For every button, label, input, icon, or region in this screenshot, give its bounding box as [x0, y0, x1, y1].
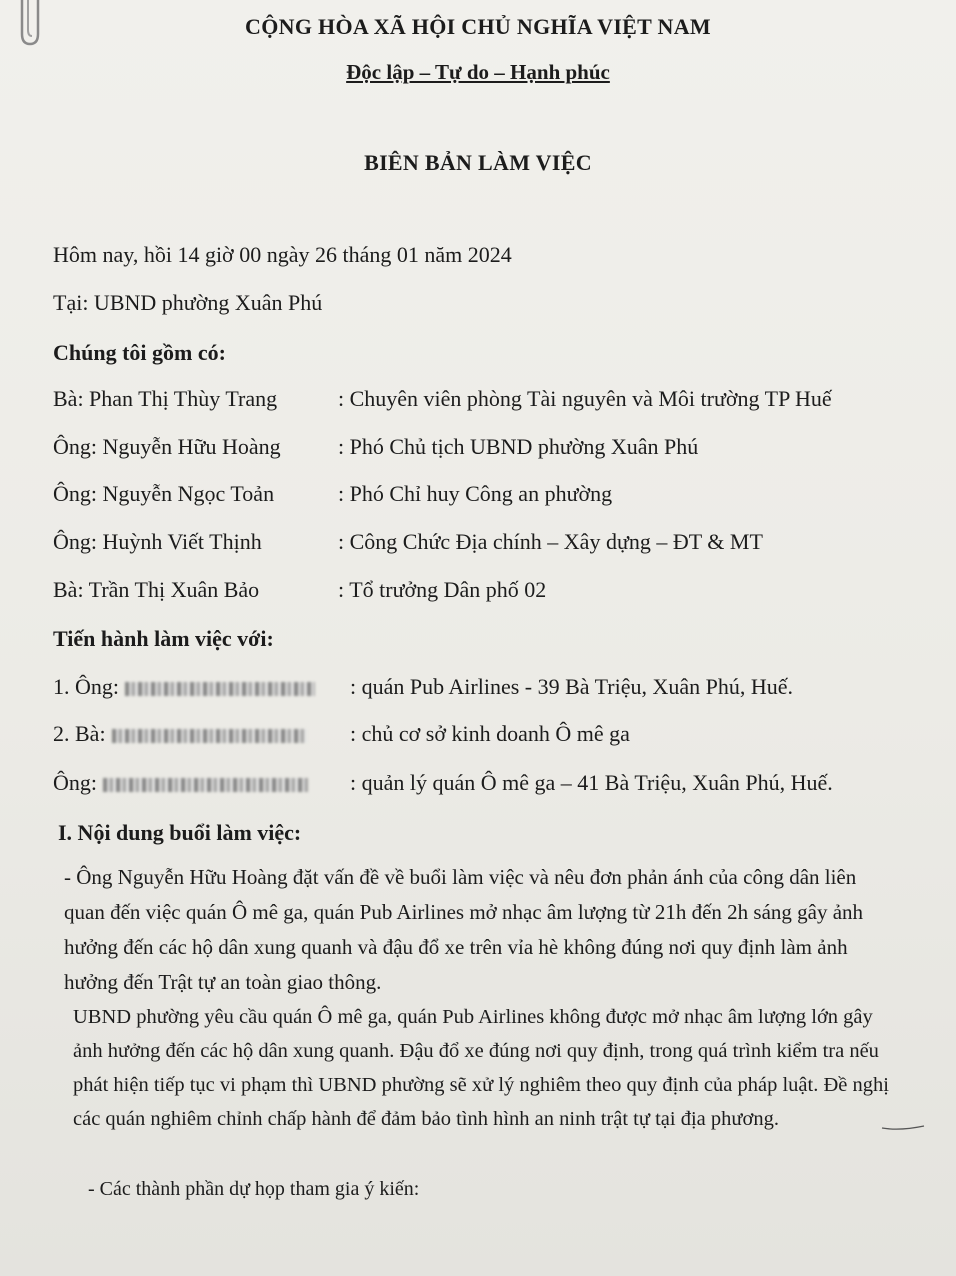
members-heading: Chúng tôi gồm có:: [53, 340, 226, 365]
member-role: : Chuyên viên phòng Tài nguyên và Môi trường TP Huế: [338, 386, 832, 411]
redacted-name: [103, 778, 308, 792]
member-name: Bà: Phan Thị Thùy Trang: [53, 386, 278, 411]
work-with-prefix: Ông:: [53, 770, 308, 796]
work-with-role: : quán Pub Airlines - 39 Bà Triệu, Xuân Phú, Huế.: [350, 674, 794, 699]
motto-header: Độc lập – Tự do – Hạnh phúc: [346, 60, 610, 84]
work-with-prefix: 2. Bà:: [53, 721, 307, 747]
closing-line: - Các thành phần dự họp tham gia ý kiến:: [88, 1178, 420, 1200]
member-role: : Công Chức Địa chính – Xây dựng – ĐT & MT: [338, 529, 763, 554]
place-line: Tại: UBND phường Xuân Phú: [53, 290, 323, 315]
document-title: BIÊN BẢN LÀM VIỆC: [364, 150, 592, 175]
member-role: : Tổ trưởng Dân phố 02: [338, 577, 547, 602]
member-name: Ông: Nguyễn Ngọc Toản: [53, 481, 275, 506]
content-paragraph: UBND phường yêu cầu quán Ô mê ga, quán Pub Airlines không được mở nhạc âm lượng lớn gây ảnh hưởng đến các hộ dân xung quanh. Đậu đổ xe đúng nơi quy định, trong quá trình kiểm tra nếu phát hiện tiếp tục vi phạm thì UBND phường sẽ xử lý nghiêm theo quy định của pháp luật. Đề nghị các quán nghiêm chỉnh chấp hành để đảm bảo tình hình an ninh trật tự tại địa phương.: [73, 1006, 889, 1130]
country-header: CỘNG HÒA XÃ HỘI CHỦ NGHĨA VIỆT NAM: [245, 14, 711, 39]
work-with-role: : quản lý quán Ô mê ga – 41 Bà Triệu, Xuân Phú, Huế.: [350, 770, 833, 795]
member-role: : Phó Chủ tịch UBND phường Xuân Phú: [338, 434, 699, 459]
member-role: : Phó Chỉ huy Công an phường: [338, 481, 613, 506]
member-name: Ông: Nguyễn Hữu Hoàng: [53, 434, 281, 459]
redacted-name: [125, 682, 315, 696]
member-name: Ông: Huỳnh Viết Thịnh: [53, 529, 262, 554]
work-with-heading: Tiến hành làm việc với:: [53, 626, 274, 651]
pen-mark: [880, 1120, 926, 1132]
content-paragraph: - Ông Nguyễn Hữu Hoàng đặt vấn đề về buổi làm việc và nêu đơn phản ánh của công dân liên quan đến việc quán Ô mê ga, quán Pub Airlines mở nhạc âm lượng từ 21h đến 2h sáng gây ảnh hưởng đến các hộ dân xung quanh và đậu đổ xe trên vỉa hè không đúng nơi quy định làm ảnh hưởng đến Trật tự an toàn giao thông.: [64, 865, 864, 994]
work-with-role: : chủ cơ sở kinh doanh Ô mê ga: [350, 721, 630, 746]
member-name: Bà: Trần Thị Xuân Bảo: [53, 577, 260, 602]
redacted-name: [112, 729, 307, 743]
time-line: Hôm nay, hồi 14 giờ 00 ngày 26 tháng 01 năm 2024: [53, 242, 512, 267]
section-heading: I. Nội dung buổi làm việc:: [58, 820, 302, 845]
work-with-prefix: 1. Ông:: [53, 674, 315, 700]
